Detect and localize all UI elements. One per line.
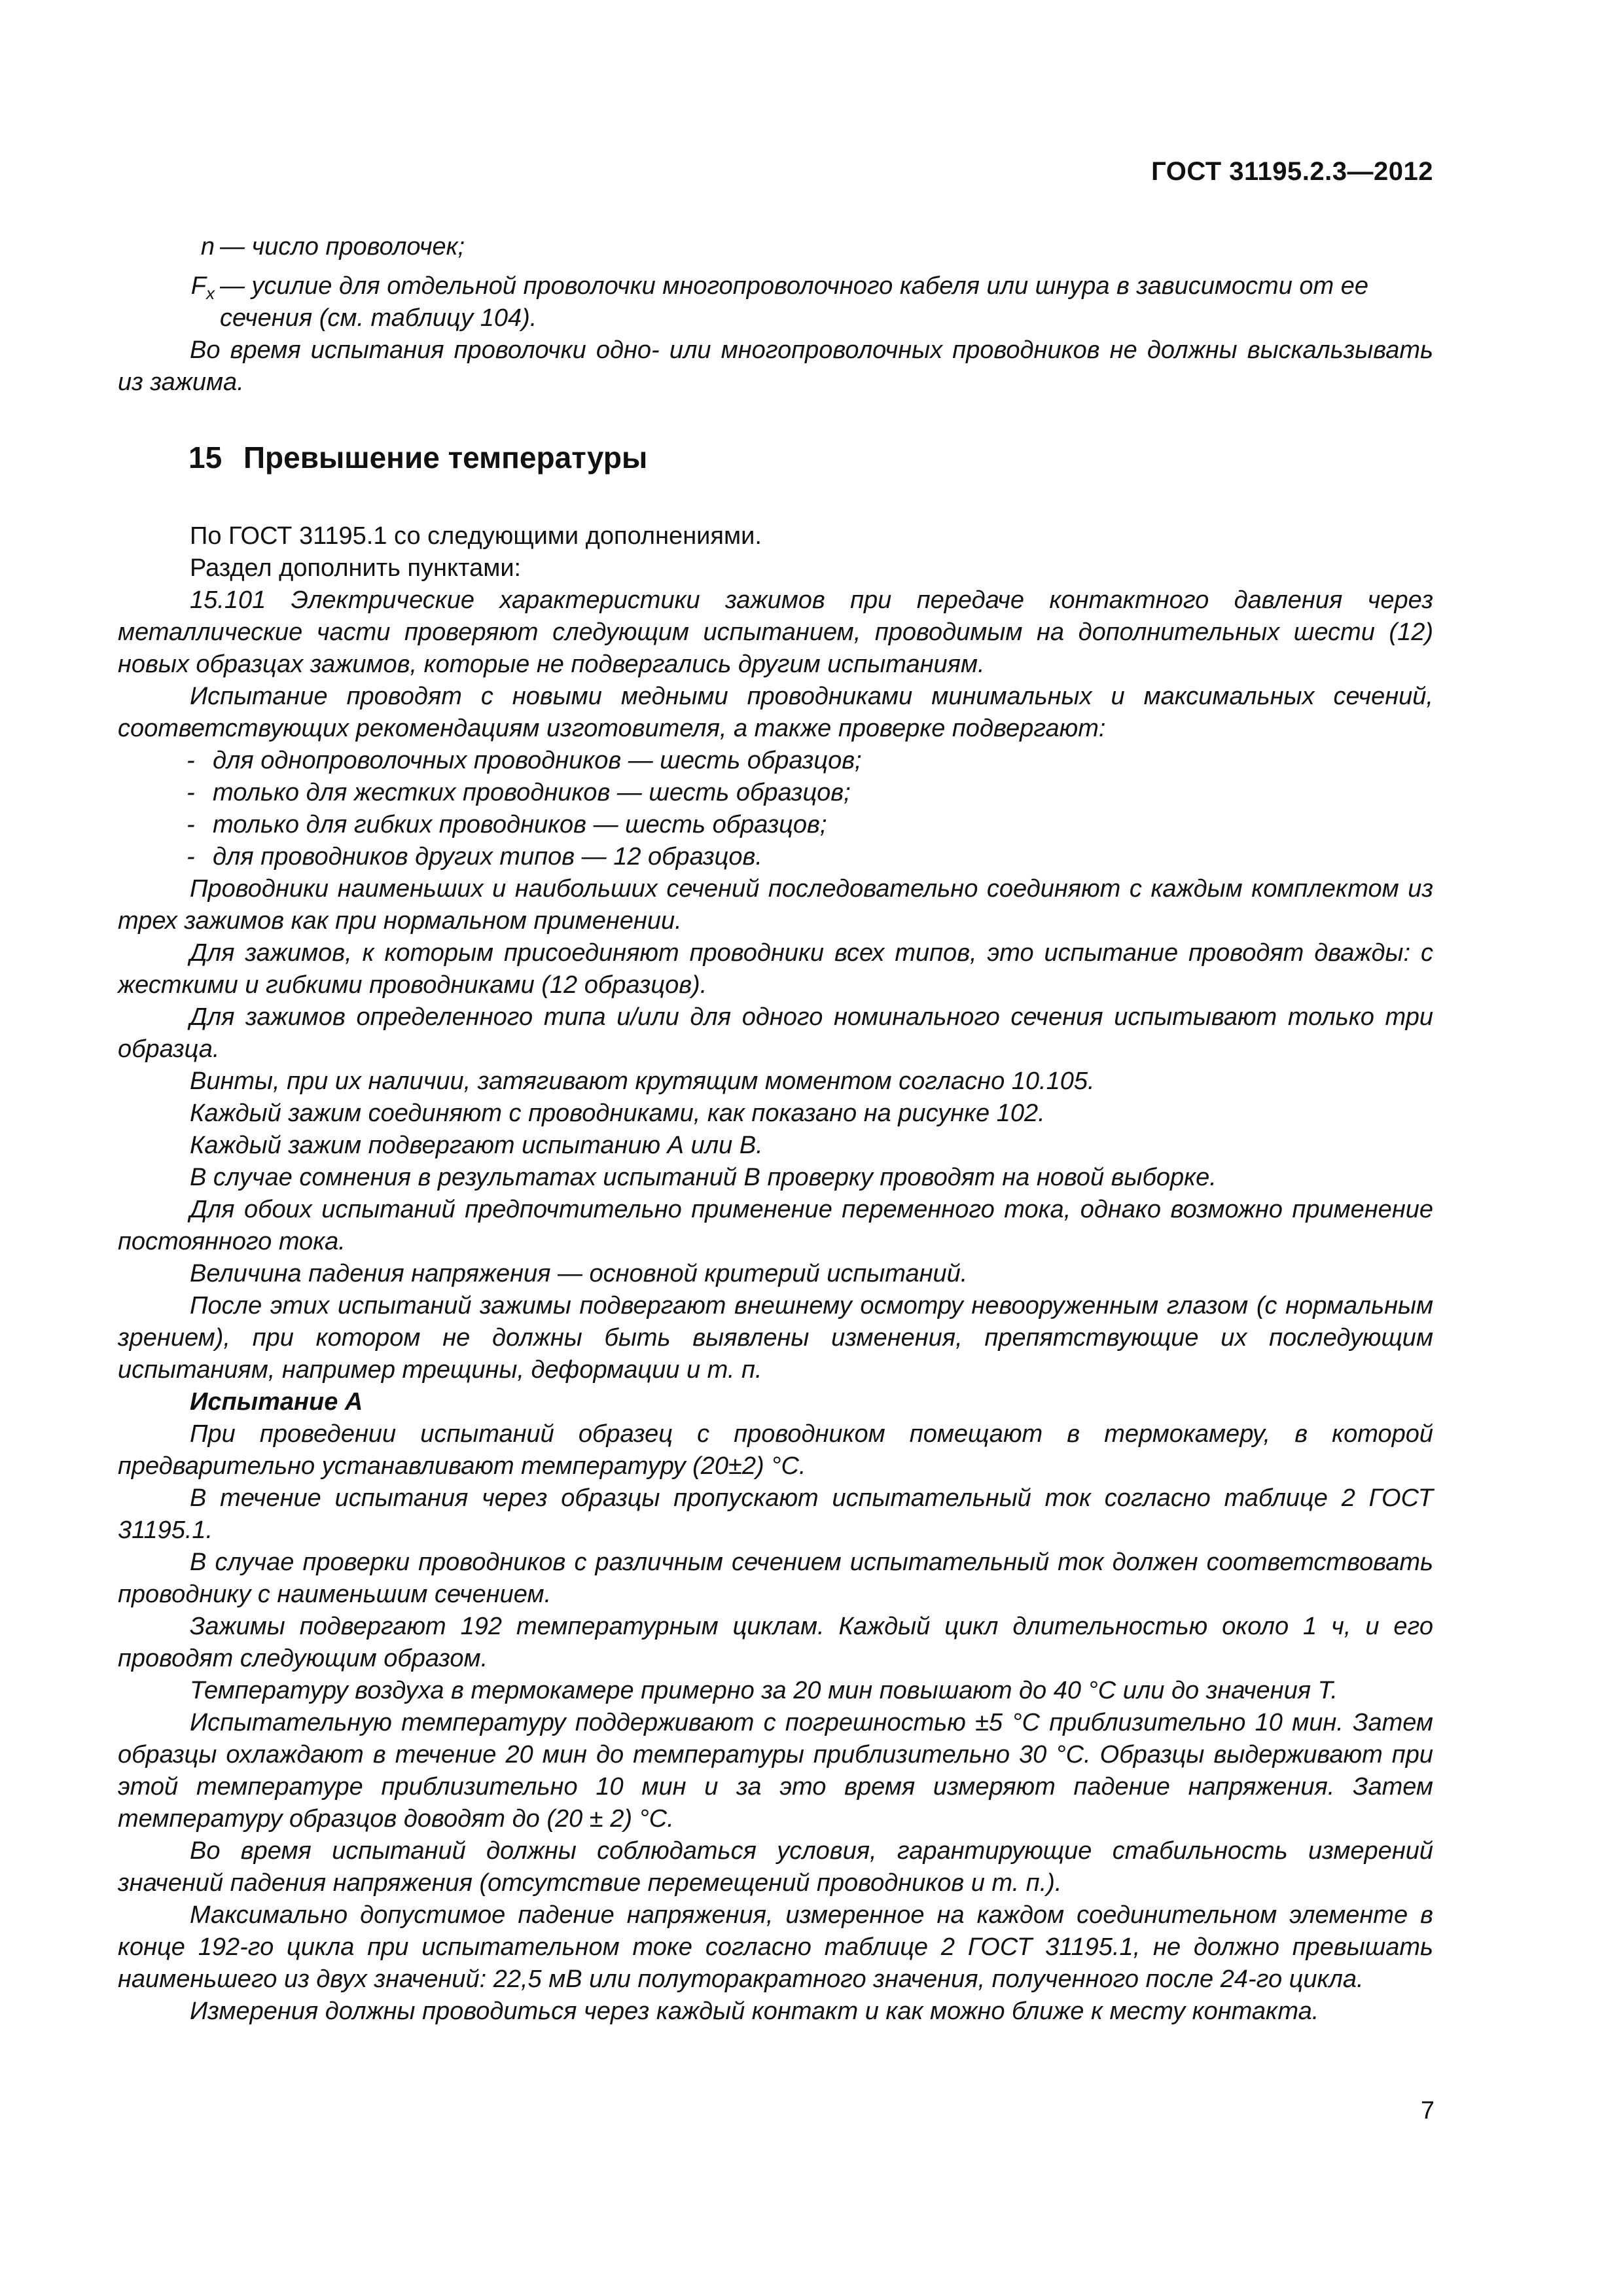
- definition-text: — усилие для отдельной проволочки многопроволочного кабеля или шнура в зависимости от ее сечения (см. таблицу 104).: [220, 272, 1369, 332]
- definition-symbol: $F_x$: [190, 272, 215, 303]
- paragraph: Величина падения напряжения — основной критерий испытаний.: [190, 1260, 968, 1287]
- paragraph: Во время испытаний должны соблюдаться условия, гарантирующие стабильность измерений значений падения напряжения (отсутствие перемещений проводников и т. п.).: [118, 1837, 1433, 1897]
- paragraph: После этих испытаний зажимы подвергают внешнему осмотру невооруженным глазом (с нормальным зрением), при котором не должны быть выявлены изменения, препятствующие их последующим испытаниям, например трещины, деформации и т. п.: [118, 1292, 1433, 1384]
- paragraph: Для обоих испытаний предпочтительно применение переменного тока, однако возможно применение постоянного тока.: [118, 1196, 1433, 1255]
- paragraph: Для зажимов, к которым присоединяют проводники всех типов, это испытание проводят дважды: с жесткими и гибкими проводниками (12 образцов).: [118, 939, 1433, 999]
- page-content: [118, 231, 1433, 2028]
- definition-item: [118, 231, 1433, 270]
- section-number: 15: [188, 440, 223, 475]
- paragraph: По ГОСТ 31195.1 со следующими дополнениями.: [190, 522, 762, 550]
- paragraph: Температуру воздуха в термокамере примерно за 20 мин повышают до 40 °С или до значения Т.: [190, 1677, 1338, 1704]
- list-item: - только для гибких проводников — шесть образцов;: [187, 811, 827, 838]
- paragraph: Каждый зажим подвергают испытанию А или В.: [190, 1132, 763, 1159]
- paragraph: Винты, при их наличии, затягивают крутящим моментом согласно 10.105.: [190, 1067, 1095, 1095]
- paragraph: Зажимы подвергают 192 температурным циклам. Каждый цикл длительностью около 1 ч, и его проводят следующим образом.: [118, 1613, 1433, 1672]
- paragraph: Для зажимов определенного типа и/или для одного номинального сечения испытывают только три образца.: [118, 1003, 1433, 1063]
- sample-count-list: [118, 745, 1433, 873]
- test-a-heading: Испытание А: [190, 1388, 363, 1416]
- definition-item: [118, 270, 1433, 334]
- paragraph: В случае сомнения в результатах испытаний В проверку проводят на новой выборке.: [190, 1164, 1217, 1191]
- paragraph: Максимально допустимое падение напряжения, измеренное на каждом соединительном элементе в конце 192-го цикла при испытательном токе согласно таблице 2 ГОСТ 31195.1, не должно превышать наименьшего из двух значений: 22,5 мВ или полуторакратного значения, полученного после 24-го цикла.: [118, 1901, 1433, 1993]
- paragraph: В течение испытания через образцы пропускают испытательный ток согласно таблице 2 ГОСТ 31195.1.: [118, 1484, 1433, 1544]
- list-item: - для проводников других типов — 12 образцов.: [187, 843, 762, 870]
- paragraph: При проведении испытаний образец с проводником помещают в термокамеру, в которой предварительно устанавливают температуру (20±2) °С.: [118, 1420, 1433, 1480]
- paragraph: Испытание проводят с новыми медными проводниками минимальных и максимальных сечений, соответствующих рекомендациям изготовителя, а также проверке подвергают:: [118, 683, 1433, 742]
- definition-text: — число проволочек;: [220, 233, 465, 260]
- paragraph: Раздел дополнить пунктами:: [190, 554, 522, 582]
- section-title: Превышение температуры: [243, 440, 648, 475]
- list-item: - только для жестких проводников — шесть образцов;: [187, 779, 851, 806]
- document-code-header: ГОСТ 31195.2.3—2012: [1151, 157, 1433, 186]
- page-number: 7: [1420, 2097, 1435, 2125]
- definition-symbol: n: [200, 233, 215, 260]
- paragraph: В случае проверки проводников с различным сечением испытательный ток должен соответствовать проводнику с наименьшим сечением.: [118, 1549, 1433, 1608]
- paragraph: 15.101 Электрические характеристики зажимов при передаче контактного давления через металлические части проверяют следующим испытанием, проводимым на дополнительных шести (12) новых образцах зажимов, которые не подвергались другим испытаниям.: [118, 586, 1433, 678]
- paragraph: Проводники наименьших и наибольших сечений последовательно соединяют с каждым комплектом из трех зажимов как при нормальном применении.: [118, 875, 1433, 935]
- paragraph: Каждый зажим соединяют с проводниками, как показано на рисунке 102.: [190, 1100, 1045, 1127]
- paragraph: Испытательную температуру поддерживают с погрешностью ±5 °С приблизительно 10 мин. Затем образцы охлаждают в течение 20 мин до температуры приблизительно 30 °С. Образцы выдерживают при этой температуре приблизительно 10 мин и за это время измеряют падение напряжения. Затем температуру образцов доводят до (20 ± 2) °С.: [118, 1709, 1433, 1833]
- list-item: - для однопроволочных проводников — шесть образцов;: [187, 747, 862, 774]
- paragraph: Измерения должны проводиться через каждый контакт и как можно ближе к месту контакта.: [190, 1998, 1319, 2025]
- section-heading: [188, 439, 1433, 476]
- definitions-list: [118, 231, 1433, 334]
- paragraph: Во время испытания проволочки одно- или многопроволочных проводников не должны выскальзывать из зажима.: [118, 336, 1433, 396]
